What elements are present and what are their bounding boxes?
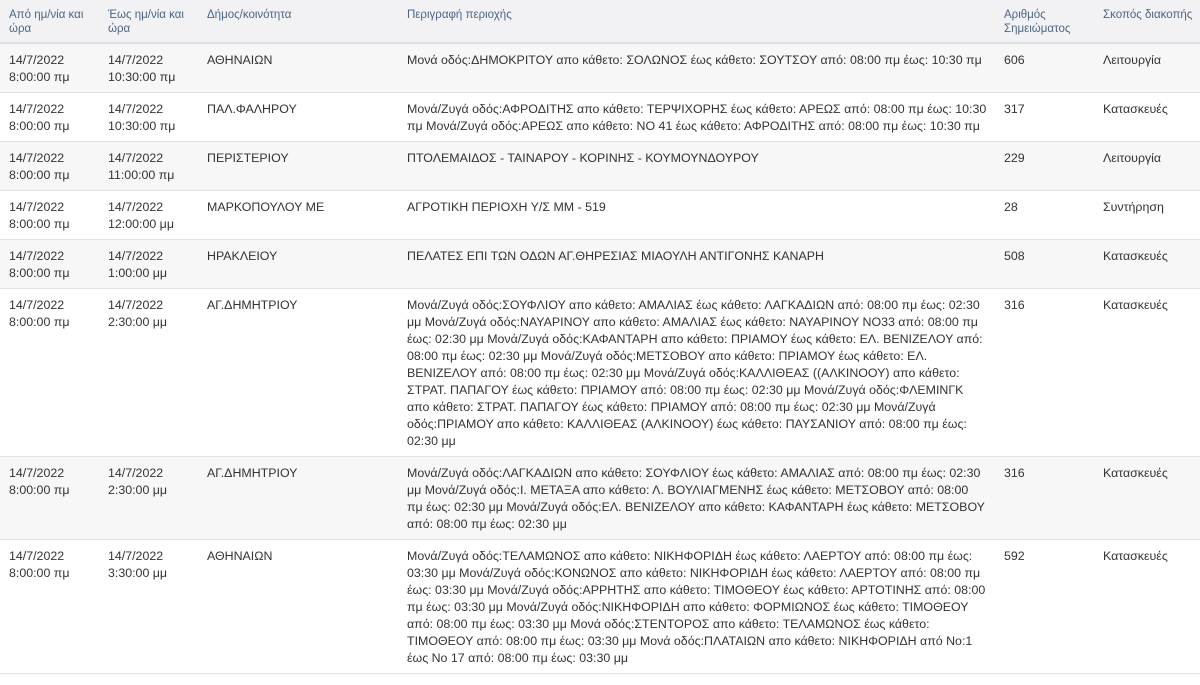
cell-from-text: 14/7/2022: [9, 466, 65, 480]
cell-from-text: 8:00:00 πμ: [9, 168, 70, 182]
cell-purpose-text: Κατασκευές: [1103, 466, 1168, 480]
cell-from-text: 8:00:00 πμ: [9, 566, 70, 580]
cell-description-text: Μονά οδός:ΔΗΜΟΚΡΙΤΟΥ απο κάθετο: ΣΟΛΩΝΟΣ έως κάθετο: ΣΟΥΤΣΟΥ από: 08:00 πμ έως: 10:30 πμ: [407, 53, 982, 67]
cell-notice-number-text: 316: [1004, 466, 1025, 480]
cell-from: [0, 142, 99, 191]
cell-municipality-text: ΑΘΗΝΑΙΩΝ: [207, 549, 273, 563]
table-row: [0, 93, 1200, 142]
header-row: [0, 0, 1200, 43]
cell-description: [398, 191, 995, 240]
cell-notice-number: [995, 142, 1094, 191]
cell-purpose: [1094, 457, 1200, 540]
cell-municipality-text: ΑΓ.ΔΗΜΗΤΡΙΟΥ: [207, 466, 298, 480]
cell-from-text: 8:00:00 πμ: [9, 70, 70, 84]
table-body: [0, 43, 1200, 674]
cell-to: [99, 93, 198, 142]
cell-to-text: 14/7/2022: [108, 102, 164, 116]
table-row: [0, 457, 1200, 540]
cell-to-text: 11:00:00 πμ: [108, 168, 175, 182]
cell-purpose: [1094, 142, 1200, 191]
cell-to: [99, 142, 198, 191]
cell-description: [398, 540, 995, 674]
cell-municipality: [198, 93, 398, 142]
cell-from-text: 14/7/2022: [9, 249, 65, 263]
cell-municipality: [198, 191, 398, 240]
cell-to-text: 3:30:00 μμ: [108, 566, 168, 580]
cell-purpose-text: Συντήρηση: [1103, 200, 1164, 214]
cell-municipality-text: ΜΑΡΚΟΠΟΥΛΟΥ ΜΕ: [207, 200, 325, 214]
cell-description: [398, 93, 995, 142]
cell-to: [99, 457, 198, 540]
table-row: [0, 142, 1200, 191]
cell-description-text: ΑΓΡΟΤΙΚΗ ΠΕΡΙΟΧΗ Υ/Σ ΜΜ - 519: [407, 200, 606, 214]
cell-to-text: 14/7/2022: [108, 151, 164, 165]
cell-purpose-text: Λειτουργία: [1103, 53, 1162, 67]
table-header: [0, 0, 1200, 43]
cell-purpose: [1094, 240, 1200, 289]
cell-municipality-text: ΑΓ.ΔΗΜΗΤΡΙΟΥ: [207, 298, 298, 312]
cell-description: [398, 43, 995, 93]
header-municipality[interactable]: Δήμος/κοινότητα: [198, 0, 398, 43]
cell-description: [398, 142, 995, 191]
cell-description-text: Μονά/Ζυγά οδός:ΛΑΓΚΑΔΙΩΝ απο κάθετο: ΣΟΥΦΛΙΟΥ έως κάθετο: ΑΜΑΛΙΑΣ από: 08:00 πμ έως: 02:30 μμ Μονά/Ζυγά οδός:Ι. ΜΕΤΑΞΑ απο κάθετο: Λ. ΒΟΥΛΙΑΓΜΕΝΗΣ έως κάθετο: ΜΕΤΣΟΒΟΥ από: 08:00 πμ έως: 02:30 μμ Μονά/Ζυγά οδός:ΕΛ. ΒΕΝΙΖΕΛΟΥ απο κάθετο: ΚΑΦΑΝΤΑΡΗ έως κάθετο: ΜΕΤΣΟΒΟΥ από: 08:00 πμ έως: 02:30 μμ: [407, 466, 985, 531]
table-row: [0, 240, 1200, 289]
cell-notice-number: [995, 240, 1094, 289]
cell-from: [0, 240, 99, 289]
cell-notice-number: [995, 540, 1094, 674]
cell-municipality: [198, 240, 398, 289]
cell-to-text: 12:00:00 μμ: [108, 217, 174, 231]
cell-municipality: [198, 540, 398, 674]
cell-purpose-text: Κατασκευές: [1103, 298, 1168, 312]
cell-to-text: 10:30:00 πμ: [108, 70, 176, 84]
header-purpose[interactable]: Σκοπός διακοπής: [1094, 0, 1200, 43]
cell-notice-number: [995, 289, 1094, 457]
cell-municipality: [198, 289, 398, 457]
cell-notice-number-text: 28: [1004, 200, 1018, 214]
cell-from-text: 14/7/2022: [9, 102, 65, 116]
cell-to: [99, 289, 198, 457]
cell-from-text: 14/7/2022: [9, 298, 65, 312]
cell-purpose-text: Λειτουργία: [1103, 151, 1162, 165]
cell-to-text: 2:30:00 μμ: [108, 315, 168, 329]
cell-to: [99, 191, 198, 240]
cell-purpose-text: Κατασκευές: [1103, 249, 1168, 263]
table-row: [0, 191, 1200, 240]
cell-from: [0, 43, 99, 93]
cell-municipality: [198, 457, 398, 540]
cell-description: [398, 457, 995, 540]
cell-to: [99, 540, 198, 674]
cell-description-text: ΠΤΟΛΕΜΑΙΔΟΣ - ΤΑΙΝΑΡΟΥ - ΚΟΡΙΝΗΣ - ΚΟΥΜΟΥΝΔΟΥΡΟΥ: [407, 151, 759, 165]
header-to[interactable]: Έως ημ/νία και ώρα: [99, 0, 198, 43]
cell-notice-number-text: 316: [1004, 298, 1025, 312]
cell-notice-number-text: 508: [1004, 249, 1025, 263]
cell-purpose: [1094, 540, 1200, 674]
cell-notice-number-text: 229: [1004, 151, 1025, 165]
cell-from-text: 14/7/2022: [9, 53, 65, 67]
cell-purpose-text: Κατασκευές: [1103, 549, 1168, 563]
cell-from-text: 8:00:00 πμ: [9, 266, 70, 280]
cell-notice-number: [995, 457, 1094, 540]
cell-municipality-text: ΑΘΗΝΑΙΩΝ: [207, 53, 273, 67]
cell-from: [0, 93, 99, 142]
cell-notice-number-text: 317: [1004, 102, 1025, 116]
cell-from: [0, 540, 99, 674]
cell-municipality-text: ΠΕΡΙΣΤΕΡΙΟΥ: [207, 151, 289, 165]
cell-to: [99, 43, 198, 93]
cell-purpose: [1094, 93, 1200, 142]
cell-description-text: ΠΕΛΑΤΕΣ ΕΠΙ ΤΩΝ ΟΔΩΝ ΑΓ.ΘΗΡΕΣΙΑΣ ΜΙΑΟΥΛΗ ΑΝΤΙΓΟΝΗΣ ΚΑΝΑΡΗ: [407, 249, 824, 263]
cell-to-text: 14/7/2022: [108, 466, 164, 480]
cell-description-text: Μονά/Ζυγά οδός:ΣΟΥΦΛΙΟΥ απο κάθετο: ΑΜΑΛΙΑΣ έως κάθετο: ΛΑΓΚΑΔΙΩΝ από: 08:00 πμ έως: 02:30 μμ Μονά/Ζυγά οδός:ΝΑΥΑΡΙΝΟΥ απο κάθετο: ΑΜΑΛΙΑΣ έως κάθετο: ΝΑΥΑΡΙΝΟΥ ΝΟ33 από: 08:00 πμ έως: 02:30 μμ Μονά/Ζυγά οδός:ΚΑΦΑΝΤΑΡΗ απο κάθετο: ΠΡΙΑΜΟΥ έως κάθετο: ΕΛ. ΒΕΝΙΖΕΛΟΥ από: 08:00 πμ έως: 02:30 μμ Μονά/Ζυγά οδός:ΜΕΤΣΟΒΟΥ απο κάθετο: ΠΡΙΑΜΟΥ έως κάθετο: ΕΛ. ΒΕΝΙΖΕΛΟΥ από: 08:00 πμ έως: 02:30 μμ Μονά/Ζυγά οδός:ΚΑΛΛΙΘΕΑΣ ((ΑΛΚΙΝΟΟΥ) απο κάθετο: ΣΤΡΑΤ. ΠΑΠΑΓΟΥ έως κάθετο: ΠΡΙΑΜΟΥ από: 08:00 πμ έως: 02:30 μμ Μονά/Ζυγά οδός:ΦΛΕΜΙΝΓΚ απο κάθετο: ΣΤΡΑΤ. ΠΑΠΑΓΟΥ έως κάθετο: ΠΡΙΑΜΟΥ από: 08:00 πμ έως: 02:30 μμ Μονά/Ζυγά οδός:ΠΡΙΑΜΟΥ απο κάθετο: ΚΑΛΛΙΘΕΑΣ (ΑΛΚΙΝΟΟΥ) έως κάθετο: ΠΑΥΣΑΝΙΟΥ από: 08:00 πμ έως: 02:30 μμ: [407, 298, 983, 448]
cell-from-text: 8:00:00 πμ: [9, 483, 70, 497]
cell-notice-number: [995, 191, 1094, 240]
cell-notice-number: [995, 93, 1094, 142]
cell-purpose: [1094, 289, 1200, 457]
cell-from-text: 14/7/2022: [9, 200, 65, 214]
cell-to-text: 14/7/2022: [108, 249, 164, 263]
cell-municipality: [198, 43, 398, 93]
cell-from-text: 8:00:00 πμ: [9, 119, 70, 133]
cell-to-text: 14/7/2022: [108, 53, 164, 67]
cell-description-text: Μονά/Ζυγά οδός:ΤΕΛΑΜΩΝΟΣ απο κάθετο: ΝΙΚΗΦΟΡΙΔΗ έως κάθετο: ΛΑΕΡΤΟΥ από: 08:00 πμ έως: 03:30 μμ Μονά/Ζυγά οδός:ΚΟΝΩΝΟΣ απο κάθετο: ΝΙΚΗΦΟΡΙΔΗ έως κάθετο: ΛΑΕΡΤΟΥ από: 08:00 πμ έως: 03:30 μμ Μονά/Ζυγά οδός:ΑΡΡΗΤΗΣ απο κάθετο: ΤΙΜΟΘΕΟΥ έως κάθετο: ΑΡΤΟΤΙΝΗΣ από: 08:00 πμ έως: 03:30 μμ Μονά/Ζυγά οδός:ΝΙΚΗΦΟΡΙΔΗ απο κάθετο: ΦΟΡΜΙΩΝΟΣ έως κάθετο: ΤΙΜΟΘΕΟΥ από: 08:00 πμ έως: 03:30 μμ Μονά οδός:ΣΤΕΝΤΟΡΟΣ απο κάθετο: ΤΕΛΑΜΩΝΟΣ έως κάθετο: ΤΙΜΟΘΕΟΥ από: 08:00 πμ έως: 03:30 μμ Μονά οδός:ΠΛΑΤΑΙΩΝ απο κάθετο: ΝΙΚΗΦΟΡΙΔΗ από Νο:1 έως Νο 17 από: 08:00 πμ έως: 03:30 μμ: [407, 549, 986, 665]
cell-from: [0, 191, 99, 240]
cell-to-text: 14/7/2022: [108, 298, 164, 312]
cell-from-text: 14/7/2022: [9, 151, 65, 165]
cell-description: [398, 240, 995, 289]
table-row: [0, 289, 1200, 457]
cell-from-text: 14/7/2022: [9, 549, 65, 563]
cell-from-text: 8:00:00 πμ: [9, 315, 70, 329]
cell-to-text: 14/7/2022: [108, 200, 164, 214]
cell-to-text: 1:00:00 μμ: [108, 266, 168, 280]
table-row: [0, 43, 1200, 93]
cell-purpose: [1094, 43, 1200, 93]
header-description[interactable]: Περιγραφή περιοχής: [398, 0, 995, 43]
cell-municipality-text: ΠΑΛ.ΦΑΛΗΡΟΥ: [207, 102, 297, 116]
cell-notice-number-text: 606: [1004, 53, 1025, 67]
cell-to-text: 10:30:00 πμ: [108, 119, 176, 133]
cell-description-text: Μονά/Ζυγά οδός:ΑΦΡΟΔΙΤΗΣ απο κάθετο: ΤΕΡΨΙΧΟΡΗΣ έως κάθετο: ΑΡΕΩΣ από: 08:00 πμ έως: 10:30 πμ Μονά/Ζυγά οδός:ΑΡΕΩΣ απο κάθετο: ΝΟ 41 έως κάθετο: ΑΦΡΟΔΙΤΗΣ από: 08:00 πμ έως: 10:30 πμ: [407, 102, 987, 133]
header-notice-number[interactable]: Αριθμός Σημειώματος: [995, 0, 1094, 43]
cell-to-text: 14/7/2022: [108, 549, 164, 563]
cell-to-text: 2:30:00 μμ: [108, 483, 168, 497]
cell-notice-number-text: 592: [1004, 549, 1025, 563]
cell-description: [398, 289, 995, 457]
header-from[interactable]: Από ημ/νία και ώρα: [0, 0, 99, 43]
cell-municipality: [198, 142, 398, 191]
cell-purpose-text: Κατασκευές: [1103, 102, 1168, 116]
cell-municipality-text: ΗΡΑΚΛΕΙΟΥ: [207, 249, 278, 263]
cell-from: [0, 457, 99, 540]
cell-notice-number: [995, 43, 1094, 93]
cell-from: [0, 289, 99, 457]
table-row: [0, 540, 1200, 674]
cell-from-text: 8:00:00 πμ: [9, 217, 70, 231]
cell-to: [99, 240, 198, 289]
cell-purpose: [1094, 191, 1200, 240]
